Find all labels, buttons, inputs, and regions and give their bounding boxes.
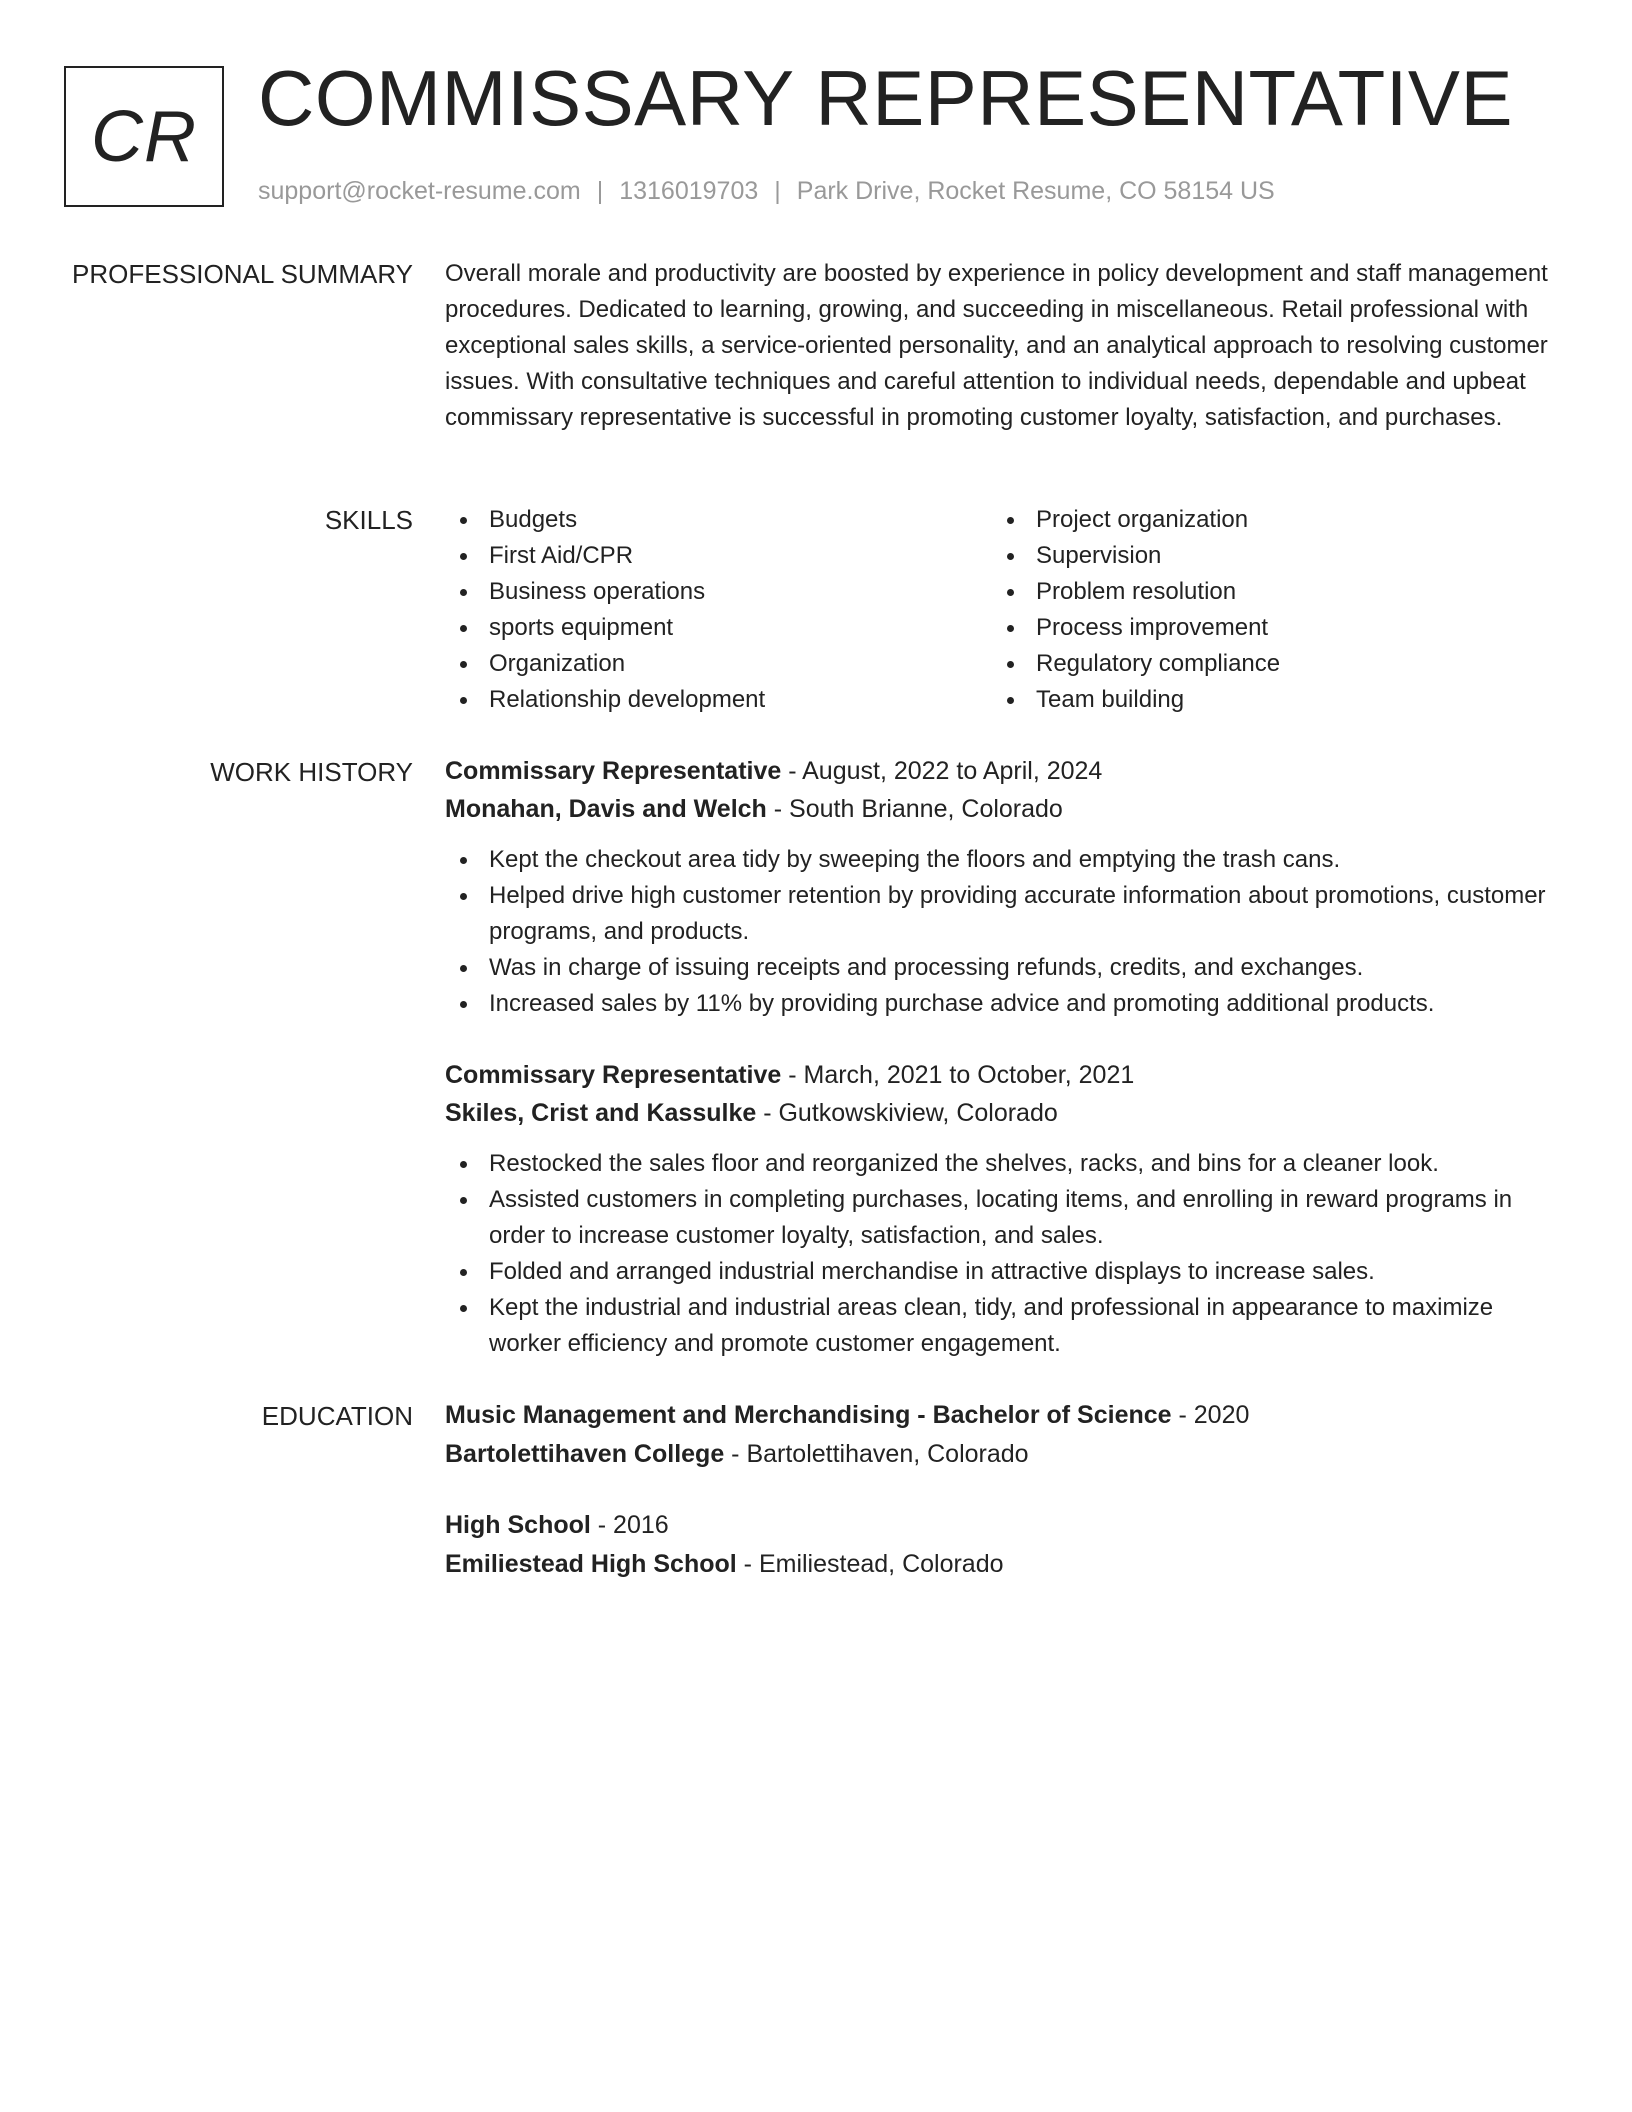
job-bullets — [445, 1146, 1550, 1362]
education-entry — [445, 1506, 1550, 1584]
skill-item: Business operations — [445, 574, 992, 610]
skills-heading: SKILLS — [324, 505, 413, 535]
education-school: Bartolettihaven College — [445, 1440, 725, 1468]
education-entry — [445, 1396, 1550, 1474]
skill-item: Process improvement — [992, 610, 1539, 646]
education-year: - 2016 — [590, 1511, 669, 1539]
skill-item: Problem resolution — [992, 574, 1539, 610]
skills-list-right — [992, 502, 1539, 718]
skill-item: Regulatory compliance — [992, 646, 1539, 682]
job-dates: - March, 2021 to October, 2021 — [781, 1061, 1135, 1089]
job-bullet: Helped drive high customer retention by providing accurate information about promotions, customer programs, and products. — [445, 878, 1550, 950]
job-title: Commissary Representative — [445, 757, 782, 785]
summary-heading: PROFESSIONAL SUMMARY — [72, 259, 413, 289]
job-company: Monahan, Davis and Welch — [445, 795, 767, 823]
contact-phone: 1316019703 — [619, 177, 759, 205]
job-location: - South Brianne, Colorado — [766, 795, 1063, 823]
job-entry — [445, 1056, 1550, 1362]
job-bullet: Was in charge of issuing receipts and processing refunds, credits, and exchanges. — [445, 950, 1550, 986]
job-entry — [445, 752, 1550, 1022]
job-bullet: Increased sales by 11% by providing purchase advice and promoting additional products. — [445, 986, 1550, 1022]
education-school: Emiliestead High School — [445, 1550, 737, 1578]
job-bullet: Folded and arranged industrial merchandise in attractive displays to increase sales. — [445, 1254, 1550, 1290]
skill-item: Supervision — [992, 538, 1539, 574]
job-title-line — [445, 752, 1550, 790]
job-title-line — [445, 1056, 1550, 1094]
skill-item: Relationship development — [445, 682, 992, 718]
education-degree: High School — [445, 1511, 591, 1539]
skill-item: Budgets — [445, 502, 992, 538]
education-degree: Music Management and Merchandising - Bachelor of Science — [445, 1401, 1172, 1429]
skill-item: Organization — [445, 646, 992, 682]
contact-address: Park Drive, Rocket Resume, CO 58154 US — [796, 177, 1275, 205]
job-company: Skiles, Crist and Kassulke — [445, 1099, 757, 1127]
job-bullets — [445, 842, 1550, 1022]
job-bullet: Restocked the sales floor and reorganized the shelves, racks, and bins for a cleaner look. — [445, 1146, 1550, 1182]
contact-separator: | — [774, 177, 781, 205]
job-company-line — [445, 790, 1550, 828]
skill-item: Project organization — [992, 502, 1539, 538]
skills-list-left — [445, 502, 992, 718]
job-location: - Gutkowskiview, Colorado — [756, 1099, 1058, 1127]
job-company-line — [445, 1094, 1550, 1132]
job-dates: - August, 2022 to April, 2024 — [781, 757, 1103, 785]
monogram-logo: CR — [64, 66, 224, 207]
education-school-line — [445, 1545, 1550, 1584]
job-bullet: Assisted customers in completing purchases, locating items, and enrolling in reward programs in order to increase customer loyalty, satisfaction, and sales. — [445, 1182, 1550, 1254]
education-degree-line — [445, 1506, 1550, 1545]
work-history-heading: WORK HISTORY — [210, 757, 413, 787]
skill-item: First Aid/CPR — [445, 538, 992, 574]
contact-line — [258, 174, 1275, 208]
education-school-line — [445, 1435, 1550, 1474]
skill-item: sports equipment — [445, 610, 992, 646]
contact-separator: | — [596, 177, 604, 205]
job-bullet: Kept the checkout area tidy by sweeping the floors and emptying the trash cans. — [445, 842, 1550, 878]
education-heading: EDUCATION — [261, 1401, 413, 1431]
education-year: - 2020 — [1171, 1401, 1250, 1429]
skill-item: Team building — [992, 682, 1539, 718]
resume-name: COMMISSARY REPRESENTATIVE — [258, 54, 1513, 142]
education-location: - Emiliestead, Colorado — [736, 1550, 1004, 1578]
job-bullet: Kept the industrial and industrial areas clean, tidy, and professional in appearance to maximize worker efficiency and promote customer engagement. — [445, 1290, 1550, 1362]
contact-email: support@rocket-resume.com — [258, 177, 581, 205]
education-location: - Bartolettihaven, Colorado — [724, 1440, 1029, 1468]
summary-text: Overall morale and productivity are boosted by experience in policy development and staff management procedures. Dedicated to learning, growing, and succeeding in miscellaneous. Retail professional with exceptional sales skills, a service-oriented personality, and an analytical approach to resolving customer issues. With consultative techniques and careful attention to individual needs, dependable and upbeat commissary representative is successful in promoting customer loyalty, satisfaction, and purchases. — [445, 260, 1548, 431]
education-degree-line — [445, 1396, 1550, 1435]
job-title: Commissary Representative — [445, 1061, 782, 1089]
